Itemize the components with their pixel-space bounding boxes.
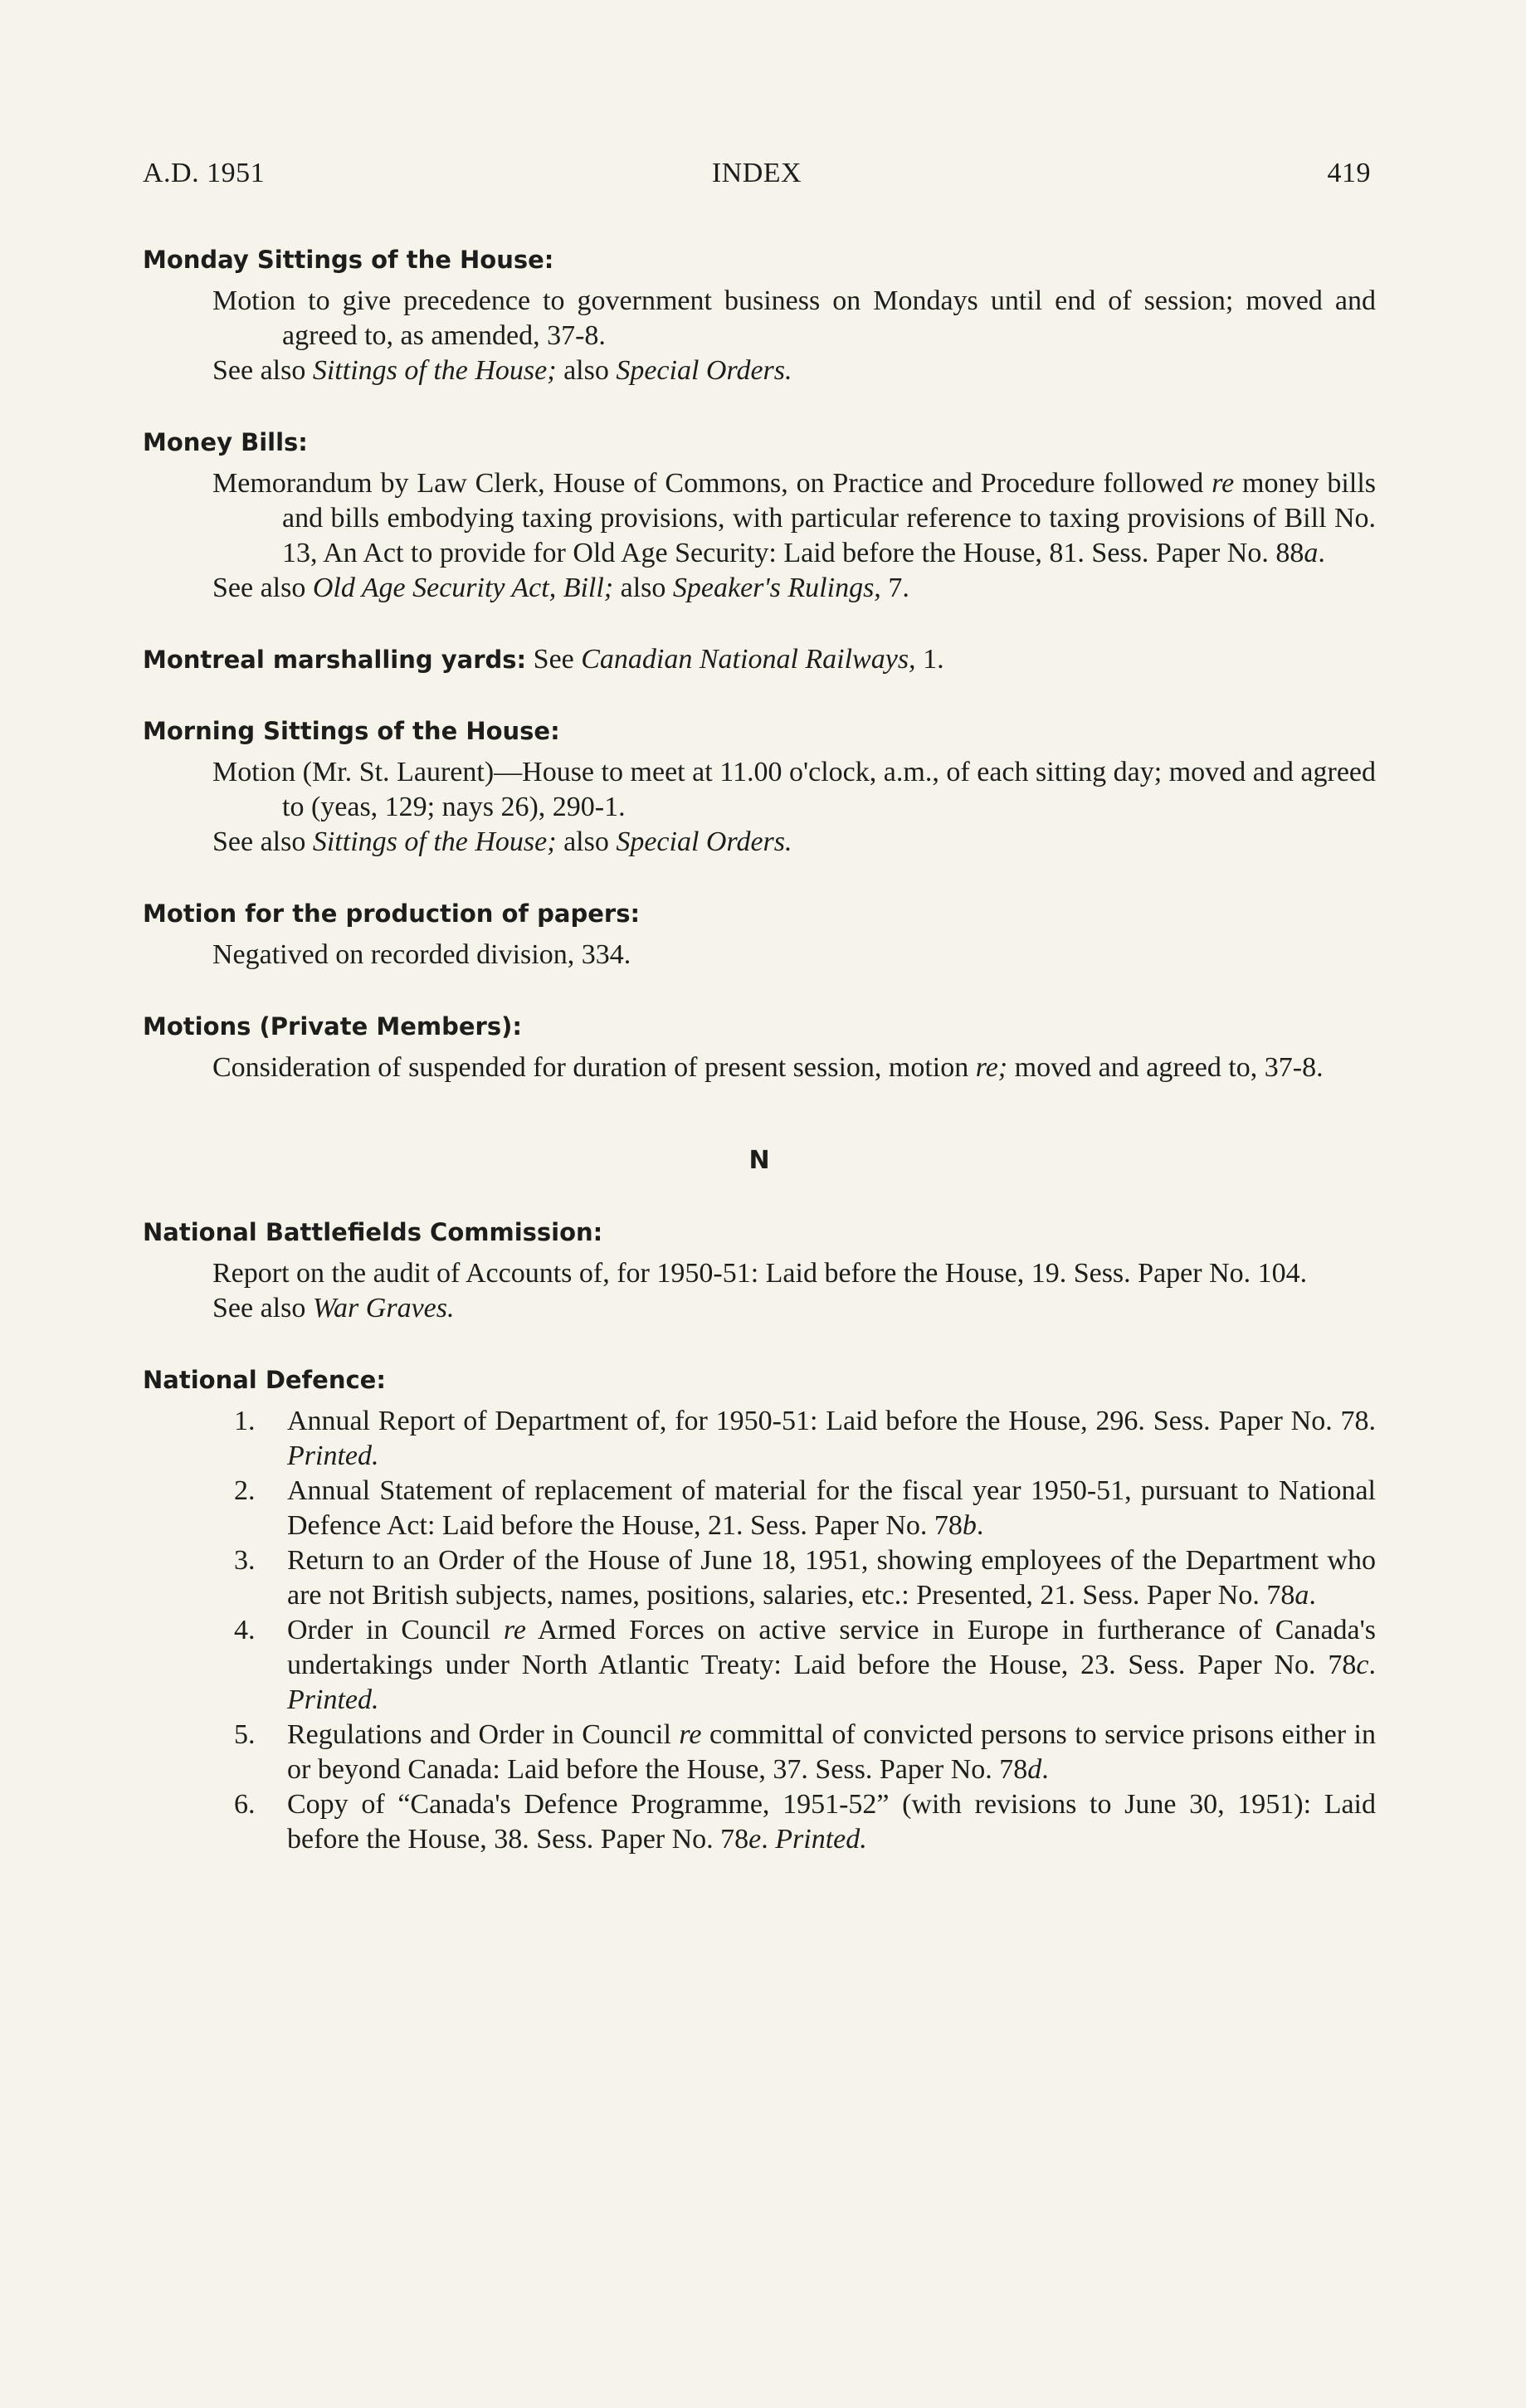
text-run: 1. [915,644,944,675]
text-run: d [1027,1754,1042,1785]
running-head-date: A.D. 1951 [143,158,266,188]
text-run: War Graves. [312,1293,455,1323]
index-heading [143,642,1376,677]
text-run: Canadian National Railways, [581,644,916,675]
text-run: Armed Forces on active service in Europe in furtherance of Canada's undertakings under North Atlantic Treaty: Laid before the House, 23. Sess. Paper No. 78 [287,1615,1376,1680]
page-number: 419 [1327,158,1371,188]
index-heading [143,1215,1376,1250]
index-entry [143,938,1376,972]
index-heading-label: Money Bills: [143,428,308,456]
text-run: Printed. [775,1824,867,1855]
index-entry [143,755,1376,825]
entry-text [287,1404,1376,1474]
text-run: See [526,644,582,675]
index-heading [143,425,1376,460]
index-entry [143,1256,1376,1291]
entry-text [287,1613,1376,1718]
text-run: a [1304,538,1319,568]
entry-number: 1. [234,1406,256,1436]
text-run: . [761,1824,776,1855]
text-run: Old Age Security Act, Bill; [312,573,614,603]
text-run: Sittings of the House; [312,355,557,386]
numbered-entry [143,1404,1376,1474]
text-run: also [556,826,617,857]
entry-number: 5. [234,1719,256,1750]
text-run: moved and agreed to, 37-8. [1007,1052,1324,1083]
index-heading-label: Morning Sittings of the House: [143,717,560,745]
section-letter: N [748,1146,770,1175]
index-entry [143,466,1376,571]
index-heading [143,1362,1376,1397]
text-run: See also [212,826,313,857]
see-also [143,1291,1376,1326]
see-also [143,353,1376,388]
text-run: re [503,1615,526,1645]
numbered-entry [143,1543,1376,1613]
index-entry [143,1050,1376,1085]
text-run: Copy of “Canada's Defence Programme, 1951-52” (with revisions to June 30, 1951): Laid before the House, 38. Sess. Paper No. 78 [287,1789,1376,1855]
index-heading-label: Motion for the production of papers: [143,899,641,928]
text-run: Special Orders. [616,355,792,386]
text-run: Order in Council [287,1615,504,1645]
text-run: Printed. [287,1440,379,1471]
entry-number: 3. [234,1545,256,1576]
text-run: committal of convicted persons to service prisons either in or beyond Canada: Laid before the House, 37. Sess. Paper No. 78 [287,1719,1376,1785]
text-run: Regulations and Order in Council [287,1719,680,1750]
text-run: Special Orders. [616,826,792,857]
text-run: Motion to give precedence to government business on Mondays until end of session; moved and agreed to, as amended, 37-8. [212,285,1376,351]
text-run: re; [975,1052,1008,1083]
index-heading-label: National Defence: [143,1366,386,1394]
text-run: See also [212,355,313,386]
entry-text [287,1787,1376,1857]
index-heading [143,896,1376,931]
numbered-entry [143,1787,1376,1857]
index-heading-label: Motions (Private Members): [143,1012,522,1041]
text-run: re [1212,468,1235,499]
text-run: c [1356,1650,1369,1680]
text-run: Annual Statement of replacement of material for the fiscal year 1950-51, pursuant to National Defence Act: Laid before the House, 21. Sess. Paper No. 78 [287,1475,1376,1541]
text-run: . [976,1510,984,1541]
numbered-entry [143,1613,1376,1718]
text-run: Report on the audit of Accounts of, for 1950-51: Laid before the House, 19. Sess. Paper No. 104. [212,1258,1308,1289]
text-run: also [613,573,673,603]
entry-text [287,1474,1376,1543]
text-run: Negatived on recorded division, 334. [212,939,631,970]
text-run: money bills and bills embodying taxing provisions, with particular reference to taxing provisions of Bill No. 13, An Act to provide for Old Age Security: Laid before the House, 81. Sess. Paper No. 88 [282,468,1377,568]
text-run: Motion (Mr. St. Laurent)—House to meet at 11.00 o'clock, a.m., of each sitting day; moved and agreed to (yeas, 129; nays 26), 290-1. [212,757,1376,822]
index-heading-label: National Battlefields Commission: [143,1218,603,1246]
text-run: 7. [880,573,909,603]
text-run: See also [212,1293,313,1323]
text-run: e [748,1824,762,1855]
index-entry [143,284,1376,353]
numbered-entry [143,1718,1376,1787]
entry-text [287,1543,1376,1613]
entry-number: 2. [234,1475,256,1506]
entry-number: 4. [234,1615,256,1645]
text-run: also [556,355,617,386]
text-run: Speaker's Rulings, [672,573,881,603]
text-run: See also [212,573,313,603]
text-run: . [1368,1650,1376,1680]
numbered-entry [143,1474,1376,1543]
text-run: . [1309,1580,1316,1611]
entry-number: 6. [234,1789,256,1820]
cross-reference [526,644,943,675]
text-run: Memorandum by Law Clerk, House of Commons, on Practice and Procedure followed [212,468,1212,499]
text-run: Annual Report of Department of, for 1950-51: Laid before the House, 296. Sess. Paper No. 78. [287,1406,1376,1436]
text-run: Sittings of the House; [312,826,557,857]
entry-text [287,1718,1376,1787]
index-content [143,242,1376,1857]
index-heading [143,1009,1376,1044]
text-run: b [962,1510,977,1541]
index-heading-label: Monday Sittings of the House: [143,246,554,274]
text-run: . [1318,538,1325,568]
text-run: re [679,1719,702,1750]
running-head-title: INDEX [711,158,802,188]
text-run: Return to an Order of the House of June 18, 1951, showing employees of the Department who are not British subjects, names, positions, salaries, etc.: Presented, 21. Sess. Paper No. 78 [287,1545,1376,1611]
text-run: a [1294,1580,1309,1611]
see-also [143,571,1376,606]
text-run: Consideration of suspended for duration of present session, motion [212,1052,976,1083]
text-run: Printed. [287,1684,379,1715]
see-also [143,825,1376,860]
index-heading-label: Montreal marshalling yards: [143,646,527,674]
text-run: . [1041,1754,1049,1785]
index-heading [143,714,1376,748]
index-heading [143,242,1376,277]
